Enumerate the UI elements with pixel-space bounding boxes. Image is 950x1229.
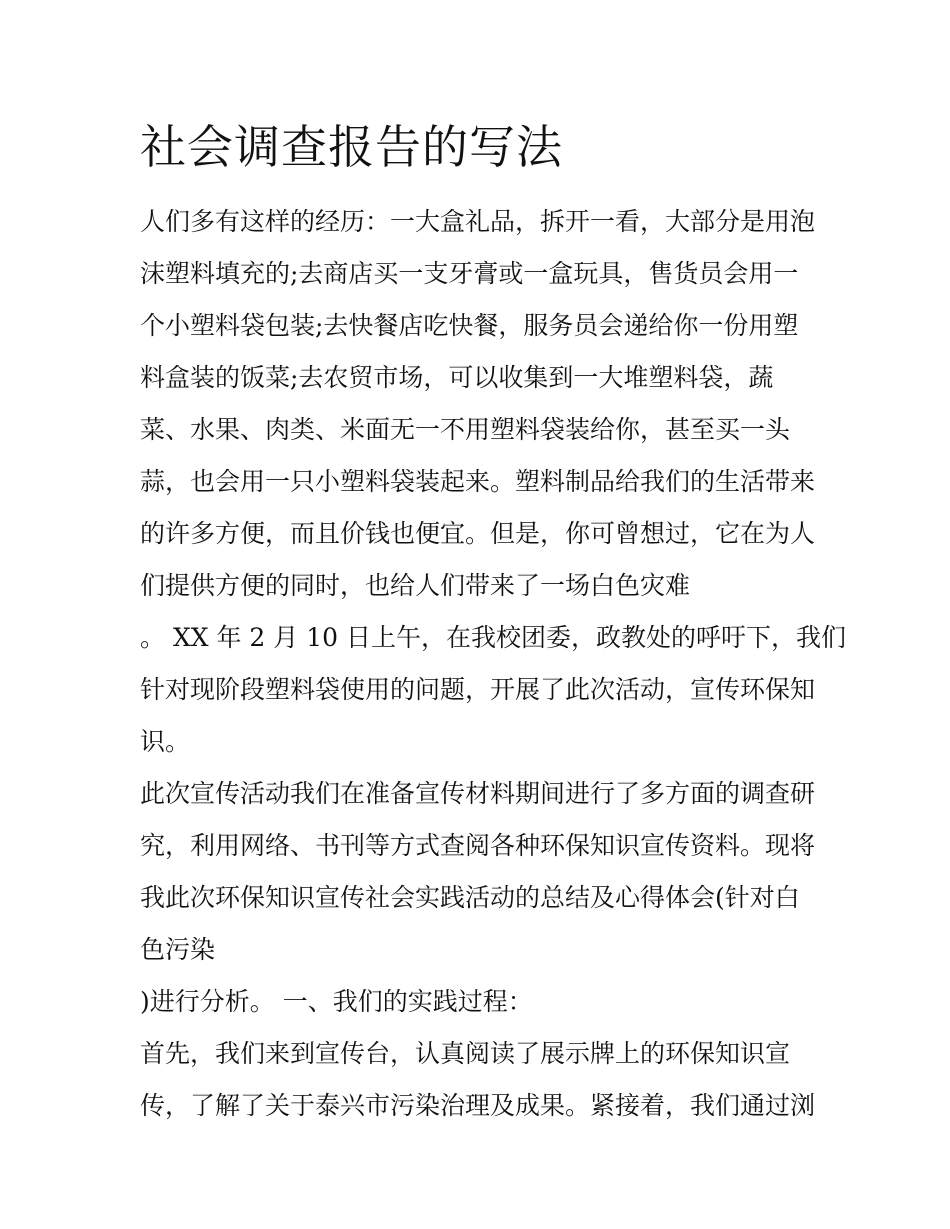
body-text-line: 人们多有这样的经历：一大盒礼品，拆开一看，大部分是用泡 [140,207,816,236]
body-text-line: )进行分析。 一、我们的实践过程： [140,987,533,1016]
body-text-line: 蒜，也会用一只小塑料袋装起来。塑料制品给我们的生活带来 [140,467,816,496]
body-text-line: 此次宣传活动我们在准备宣传材料期间进行了多方面的调查研 [140,779,816,808]
body-text-line: 沫塑料填充的;去商店买一支牙膏或一盒玩具，售货员会用一 [140,259,799,288]
body-text-line: 色污染 [140,935,216,964]
body-text-line: 传，了解了关于泰兴市污染治理及成果。紧接着，我们通过浏 [140,1091,816,1120]
body-text-line: 针对现阶段塑料袋使用的问题，开展了此次活动，宣传环保知 [140,675,816,704]
body-text-line: 的许多方便，而且价钱也便宜。但是，你可曾想过，它在为人 [140,519,816,548]
body-text-line: 料盒装的饭菜;去农贸市场，可以收集到一大堆塑料袋，蔬 [140,363,774,392]
body-text-line: 究，利用网络、书刊等方式查阅各种环保知识宣传资料。现将 [140,831,816,860]
body-text-line: 我此次环保知识宣传社会实践活动的总结及心得体会(针对白 [140,883,800,912]
body-text-line: 识。 [140,727,191,756]
body-text-line: 个小塑料袋包装;去快餐店吃快餐，服务员会递给你一份用塑 [140,311,799,340]
body-text-line: 菜、水果、肉类、米面无一不用塑料袋装给你，甚至买一头 [140,415,791,444]
body-text-line: 们提供方便的同时，也给人们带来了一场白色灾难 [140,571,691,600]
body-text-line: 。 XX 年 2 月 10 日上午，在我校团委，政教处的呼吁下，我们 [140,623,846,652]
document-title: 社会调查报告的写法 [140,120,563,174]
body-text-line: 首先，我们来到宣传台，认真阅读了展示牌上的环保知识宣 [140,1039,791,1068]
